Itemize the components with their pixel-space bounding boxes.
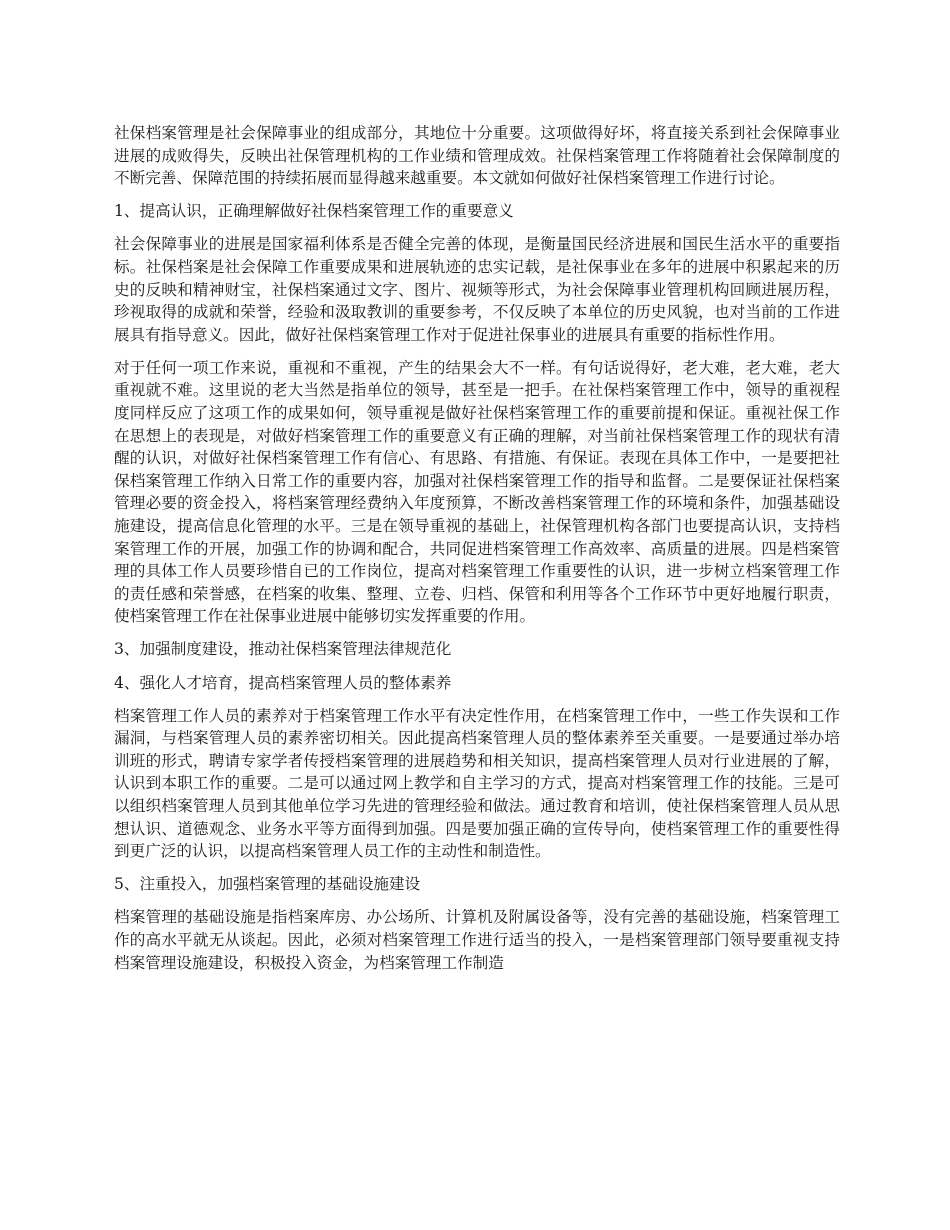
section-heading-4: 4、强化人才培育，提高档案管理人员的整体素养 [114,673,452,692]
section-1-paragraph-1: 社会保障事业的进展是国家福利体系是否健全完善的体现，是衡量国民经济进展和国民生活水平的重要指标。社保档案是社会保障工作重要成果和进展轨迹的忠实记载，是社保事业在多年的进展中积累起来的历史的反映和精神财宝，社保档案通过文字、图片、视频等形式，为社会保障事业管理机构回顾进展历程，珍视取得的成就和荣誉，经验和汲取教训的重要参考，不仅反映了本单位的历史风貌，也对当前的工作进展具有指导意义。因此，做好社保档案管理工作对于促进社保事业的进展具有重要的指标性作用。 [114,235,840,344]
section-1-paragraph-2: 对于任何一项工作来说，重视和不重视，产生的结果会大不一样。有句话说得好，老大难，老大难，老大重视就不难。这里说的老大当然是指单位的领导，甚至是一把手。在社保档案管理工作中，领导的重视程度同样反应了这项工作的成果如何，领导重视是做好社保档案管理工作的重要前提和保证。重视社保工作在思想上的表现是，对做好档案管理工作的重要意义有正确的理解，对当前社保档案管理工作的现状有清醒的认识，对做好社保档案管理工作有信心、有思路、有措施、有保证。表现在具体工作中，一是要把社保档案管理工作纳入日常工作的重要内容，加强对社保档案管理工作的指导和监督。二是要保证社保档案管理必要的资金投入，将档案管理经费纳入年度预算，不断改善档案管理工作的环境和条件，加强基础设施建设，提高信息化管理的水平。三是在领导重视的基础上，社保管理机构各部门也要提高认识，支持档案管理工作的开展，加强工作的协调和配合，共同促进档案管理工作高效率、高质量的进展。四是档案管理的具体工作人员要珍惜自已的工作岗位，提高对档案管理工作重要性的认识，进一步树立档案管理工作的责任感和荣誉感，在档案的收集、整理、立卷、归档、保管和利用等各个工作环节中更好地履行职责，使档案管理工作在社保事业进展中能够切实发挥重要的作用。 [114,358,840,626]
section-5-paragraph: 档案管理的基础设施是指档案库房、办公场所、计算机及附属设备等，没有完善的基础设施，档案管理工作的高水平就无从谈起。因此，必须对档案管理工作进行适当的投入，一是档案管理部门领导要重视支持档案管理设施建设，积极投入资金，为档案管理工作制造 [114,908,840,972]
document-body [114,122,840,985]
section-heading-3: 3、加强制度建设，推动社保档案管理法律规范化 [114,640,452,659]
section-heading-5: 5、注重投入，加强档案管理的基础设施建设 [114,875,421,894]
intro-paragraph: 社保档案管理是社会保障事业的组成部分，其地位十分重要。这项做得好坏，将直接关系到社会保障事业进展的成败得失，反映出社保管理机构的工作业绩和管理成效。社保档案管理工作将随着社会保障制度的不断完善、保障范围的持续拓展而显得越来越重要。本文就如何做好社保档案管理工作进行讨论。 [114,124,840,188]
section-4-paragraph: 档案管理工作人员的素养对于档案管理工作水平有决定性作用，在档案管理工作中，一些工作失误和工作漏洞，与档案管理人员的素养密切相关。因此提高档案管理人员的整体素养至关重要。一是要通过举办培训班的形式，聘请专家学者传授档案管理的进展趋势和相关知识，提高档案管理人员对行业进展的了解，认识到本职工作的重要。二是可以通过网上教学和自主学习的方式，提高对档案管理工作的技能。三是可以组织档案管理人员到其他单位学习先进的管理经验和做法。通过教育和培训，使社保档案管理人员从思想认识、道德观念、业务水平等方面得到加强。四是要加强正确的宣传导向，使档案管理工作的重要性得到更广泛的认识，以提高档案管理人员工作的主动性和制造性。 [114,706,840,861]
section-heading-1: 1、提高认识，正确理解做好社保档案管理工作的重要意义 [114,202,514,221]
